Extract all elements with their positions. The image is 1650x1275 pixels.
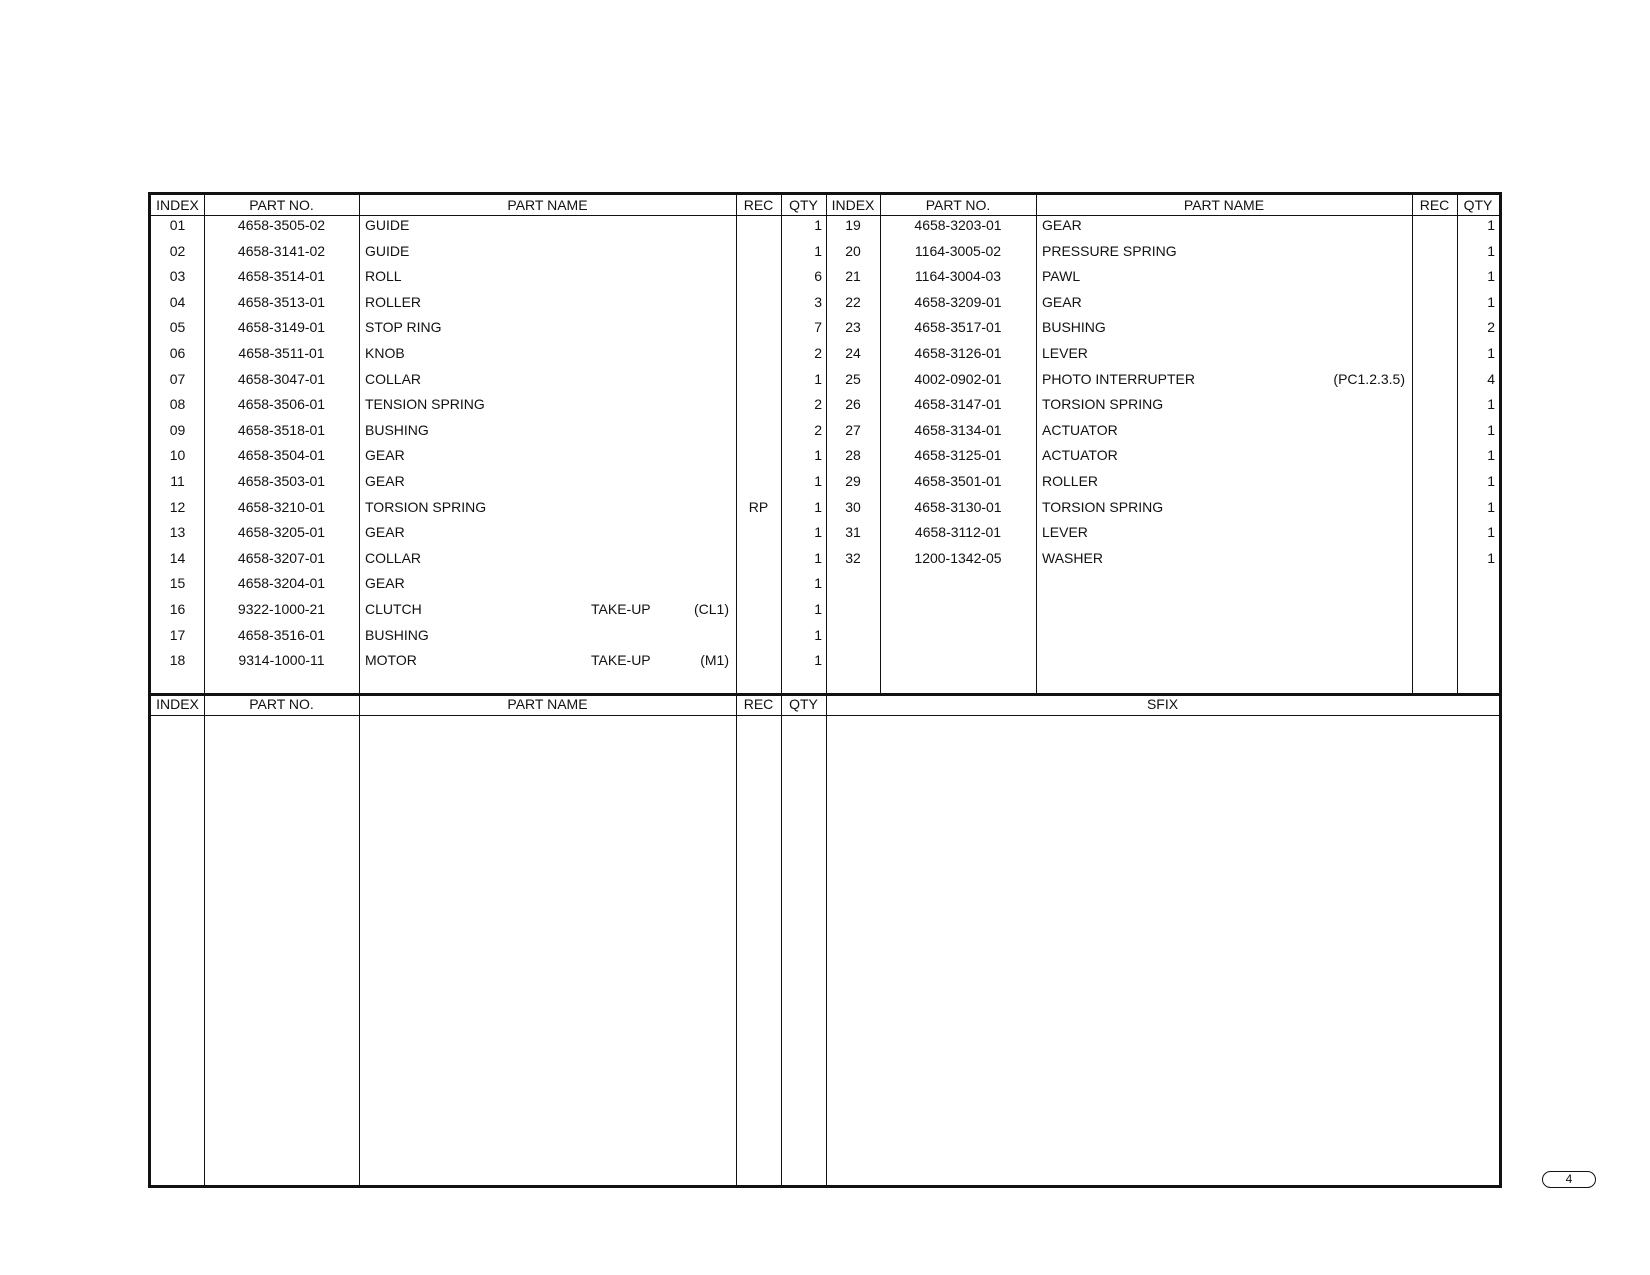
row-part-name: PHOTO INTERRUPTER [1042, 370, 1195, 387]
header-index: INDEX [156, 197, 199, 213]
row-part-name: ACTUATOR [1042, 421, 1118, 438]
row-qty: 1 [1487, 524, 1495, 541]
row-qty: 1 [1487, 293, 1495, 310]
row-index: 29 [845, 473, 861, 489]
row-index: 30 [845, 498, 861, 515]
row-qty: 1 [1487, 498, 1495, 515]
header-part-no: PART NO. [249, 197, 314, 213]
row-part-no: 4658-3130-01 [914, 498, 1002, 515]
header-rec: REC [743, 197, 774, 213]
row-part-name: GUIDE [365, 242, 410, 259]
row-part-ref: (M1) [700, 652, 729, 669]
row-part-name: ROLL [365, 268, 402, 285]
row-index: 23 [845, 319, 861, 336]
col-line [1036, 195, 1037, 693]
row-index: 05 [169, 319, 186, 336]
row-part-name: WASHER [1042, 549, 1103, 566]
row-part-no: 4658-3047-01 [237, 370, 326, 387]
header-part-name: PART NAME [1183, 197, 1265, 213]
row-qty: 1 [814, 498, 822, 515]
row-part-subname: TAKE-UP [591, 652, 651, 669]
row-qty: 7 [814, 319, 822, 336]
row-index: 32 [845, 549, 861, 566]
row-index: 15 [169, 575, 186, 592]
row-part-no: 9314-1000-11 [238, 652, 325, 669]
row-index: 18 [169, 652, 186, 669]
row-qty: 4 [1487, 370, 1495, 387]
row-part-no: 4658-3501-01 [914, 473, 1002, 489]
row-qty: 1 [1487, 549, 1495, 566]
row-part-name: GUIDE [365, 217, 410, 233]
row-part-no: 4658-3518-01 [237, 421, 326, 438]
row-index: 13 [169, 524, 186, 541]
row-part-no: 4002-0902-01 [914, 370, 1002, 387]
row-qty: 1 [1487, 421, 1495, 438]
row-index: 14 [169, 549, 186, 566]
row-qty: 1 [1487, 242, 1495, 259]
row-part-no: 4658-3112-01 [914, 524, 1002, 541]
row-part-name: GEAR [365, 473, 405, 489]
row-part-no: 4658-3506-01 [237, 396, 326, 413]
row-part-name: TORSION SPRING [1042, 498, 1164, 515]
row-index: 24 [845, 345, 861, 361]
row-part-name: STOP RING [365, 319, 442, 336]
row-qty: 1 [814, 242, 822, 259]
row-qty: 1 [1487, 268, 1495, 285]
row-part-name: LEVER [1042, 345, 1088, 361]
row-index: 10 [169, 447, 186, 464]
row-index: 07 [169, 370, 186, 387]
header-index: INDEX [156, 696, 199, 712]
row-qty: 1 [814, 601, 822, 617]
row-qty: 1 [814, 447, 822, 464]
row-part-no: 4658-3204-01 [237, 575, 326, 592]
row-part-no: 4658-3504-01 [237, 447, 326, 464]
header-rec: REC [1419, 197, 1450, 213]
row-index: 03 [169, 268, 186, 285]
row-part-name: PRESSURE SPRING [1042, 242, 1177, 259]
row-index: 27 [845, 421, 861, 438]
row-part-name: MOTOR [365, 652, 417, 669]
row-index: 25 [845, 370, 861, 387]
row-qty: 6 [814, 268, 822, 285]
row-qty: 1 [814, 473, 822, 489]
row-part-no: 4658-3209-01 [914, 293, 1002, 310]
row-part-no: 4658-3503-01 [237, 473, 326, 489]
row-part-no: 4658-3147-01 [914, 396, 1002, 413]
row-part-name: BUSHING [365, 626, 429, 643]
row-index: 08 [169, 396, 186, 413]
row-part-name: PAWL [1042, 268, 1081, 285]
row-qty: 3 [814, 293, 822, 310]
row-part-no: 4658-3134-01 [914, 421, 1002, 438]
header-sfix: SFIX [1146, 696, 1179, 712]
row-qty: 1 [814, 370, 822, 387]
row-part-no: 4658-3514-01 [237, 268, 326, 285]
row-qty: 2 [814, 421, 822, 438]
row-part-no: 4658-3205-01 [237, 524, 326, 541]
row-part-no: 4658-3141-02 [237, 242, 326, 259]
row-index: 09 [169, 421, 186, 438]
col-line [1412, 195, 1413, 693]
header-rule-top [151, 215, 1499, 216]
row-part-name: ROLLER [365, 293, 422, 310]
page-number: 4 [1542, 1171, 1596, 1188]
row-part-name: BUSHING [365, 421, 429, 438]
row-part-name: TENSION SPRING [365, 396, 485, 413]
row-part-no: 4658-3125-01 [914, 447, 1002, 464]
row-part-ref: (PC1.2.3.5) [1333, 370, 1405, 387]
row-part-name: GEAR [1042, 217, 1082, 233]
row-part-name: KNOB [365, 345, 405, 361]
row-index: 17 [169, 626, 186, 643]
row-part-no: 4658-3516-01 [237, 626, 326, 643]
row-part-subname: TAKE-UP [591, 601, 651, 617]
row-index: 11 [170, 473, 185, 489]
header-rec: REC [743, 696, 774, 712]
row-index: 20 [845, 242, 861, 259]
row-part-no: 1200-1342-05 [914, 549, 1002, 566]
row-index: 04 [169, 293, 186, 310]
row-qty: 2 [814, 345, 822, 361]
row-part-no: 4658-3203-01 [914, 217, 1002, 233]
row-part-name: GEAR [365, 524, 405, 541]
row-qty: 1 [814, 575, 822, 592]
row-part-name: LEVER [1042, 524, 1088, 541]
row-qty: 1 [1487, 473, 1495, 489]
row-qty: 1 [814, 652, 822, 669]
header-part-name: PART NAME [507, 696, 588, 712]
row-part-no: 4658-3210-01 [237, 498, 326, 515]
row-qty: 1 [1487, 447, 1495, 464]
row-index: 31 [845, 524, 861, 541]
row-part-no: 4658-3511-01 [238, 345, 325, 361]
row-part-name: COLLAR [365, 370, 422, 387]
col-line [826, 195, 827, 1185]
header-qty: QTY [789, 197, 818, 213]
row-qty: 1 [814, 549, 822, 566]
row-index: 06 [169, 345, 186, 361]
row-part-no: 1164-3005-02 [914, 242, 1002, 259]
row-part-no: 1164-3004-03 [914, 268, 1002, 285]
row-index: 21 [845, 268, 861, 285]
row-part-name: GEAR [1042, 293, 1082, 310]
header-qty: QTY [789, 696, 818, 712]
row-qty: 2 [814, 396, 822, 413]
row-part-name: TORSION SPRING [365, 498, 487, 515]
col-line [359, 195, 360, 1185]
row-part-no: 4658-3207-01 [237, 549, 326, 566]
row-qty: 2 [1487, 319, 1495, 336]
header-part-name: PART NAME [507, 197, 588, 213]
row-part-no: 4658-3513-01 [237, 293, 326, 310]
parts-list-sheet [148, 192, 1502, 1188]
row-part-no: 4658-3126-01 [914, 345, 1002, 361]
row-part-name: ACTUATOR [1042, 447, 1118, 464]
row-part-name: COLLAR [365, 549, 422, 566]
row-qty: 1 [1487, 217, 1495, 233]
row-index: 01 [169, 217, 186, 233]
col-line [781, 195, 782, 1185]
row-index: 19 [845, 217, 861, 233]
row-part-name: BUSHING [1042, 319, 1106, 336]
row-part-name: ROLLER [1042, 473, 1099, 489]
row-index: 16 [169, 601, 186, 617]
row-part-no: 4658-3505-02 [237, 217, 326, 233]
row-index: 12 [169, 498, 186, 515]
row-part-ref: (CL1) [693, 601, 729, 617]
row-index: 26 [845, 396, 861, 413]
row-qty: 1 [1487, 396, 1495, 413]
row-part-name: CLUTCH [365, 601, 422, 617]
col-line [204, 195, 205, 1185]
row-qty: 1 [814, 626, 822, 643]
row-rec: RP [748, 498, 769, 515]
row-part-no: 9322-1000-21 [237, 601, 326, 617]
col-line [736, 195, 737, 1185]
header-qty: QTY [1463, 197, 1493, 213]
row-index: 02 [169, 242, 186, 259]
row-part-name: TORSION SPRING [1042, 396, 1164, 413]
row-index: 22 [845, 293, 861, 310]
row-part-name: GEAR [365, 575, 405, 592]
row-qty: 1 [814, 524, 822, 541]
row-part-name: GEAR [365, 447, 405, 464]
row-qty: 1 [1487, 345, 1495, 361]
row-qty: 1 [814, 217, 822, 233]
row-part-no: 4658-3517-01 [914, 319, 1002, 336]
header-rule-bottom [151, 715, 1499, 716]
header-index: INDEX [831, 197, 875, 213]
header-part-no: PART NO. [249, 696, 314, 712]
row-index: 28 [845, 447, 861, 464]
row-part-no: 4658-3149-01 [237, 319, 326, 336]
header-part-no: PART NO. [925, 197, 991, 213]
